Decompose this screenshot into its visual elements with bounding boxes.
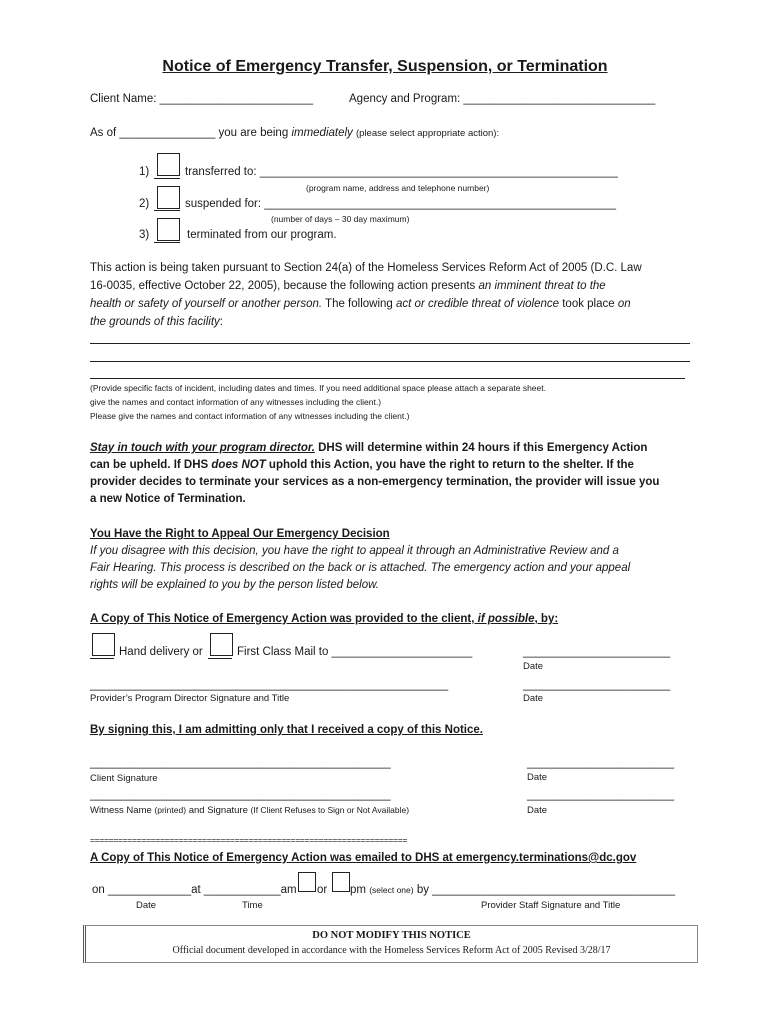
email-on-field[interactable]: on _____________at ____________am — [92, 884, 297, 896]
witness-signature-field[interactable]: _______________________________________________ — [90, 789, 391, 801]
appeal-line-2: Fair Hearing. This process is described on the back or is attached. The emergency action and your appeal — [90, 562, 631, 574]
first-class-field[interactable]: First Class Mail to ______________________ — [237, 646, 473, 658]
incident-note-3: Please give the names and contact information of any witnesses including the client.) — [90, 411, 410, 421]
terminate-checkbox[interactable] — [157, 218, 180, 241]
legal-italic: act or credible threat of violence — [396, 298, 560, 310]
witness-label — [90, 805, 409, 816]
witness-small: (printed) — [154, 805, 187, 815]
stay-emphasis: Stay in touch with your program director. — [90, 442, 315, 454]
suspend-checkbox[interactable] — [157, 186, 180, 209]
date-label-1: Date — [523, 661, 544, 672]
transfer-checkbox[interactable] — [157, 153, 180, 176]
legal-line-1: This action is being taken pursuant to Section 24(a) of the Homeless Services Reform Act of 2005 (D.C. Law — [90, 262, 642, 274]
transferred-to-field[interactable]: transferred to: ________________________________________________________ — [185, 166, 618, 178]
checkbox-underline — [208, 658, 232, 659]
copy-heading-text: , by: — [534, 613, 559, 625]
date-field-1[interactable]: _______________________ — [523, 646, 671, 658]
do-not-modify-text: DO NOT MODIFY THIS NOTICE — [312, 930, 471, 941]
witness-text: and Signature — [186, 805, 251, 816]
signing-heading: By signing this, I am admitting only that I received a copy of this Notice. — [90, 724, 483, 736]
stay-text: can be upheld. If DHS — [90, 459, 212, 471]
legal-italic: an imminent threat to the — [478, 280, 606, 292]
footer-notice-box — [83, 925, 698, 963]
copy-heading-text: A Copy of This Notice of Emergency Action was provided to the client, — [90, 613, 478, 625]
checkbox-underline — [154, 242, 180, 243]
hand-delivery-checkbox[interactable] — [92, 633, 115, 656]
legal-line-3 — [90, 298, 631, 310]
witness-text: Witness Name — [90, 805, 155, 816]
select-one-note: (select one) — [369, 885, 414, 895]
client-signature-field[interactable]: _______________________________________________ — [90, 757, 391, 769]
action-2-number: 2) — [139, 198, 150, 210]
incident-note-2: give the names and contact information of any witnesses including the client.) — [90, 397, 382, 407]
appeal-line-3: rights will be explained to you by the person listed below. — [90, 579, 379, 591]
client-date-field[interactable]: _______________________ — [527, 757, 675, 769]
checkbox-underline — [90, 658, 114, 659]
client-signature-label: Client Signature — [90, 773, 158, 784]
date-label-2: Date — [523, 693, 544, 704]
legal-italic: the grounds of this facility — [90, 316, 220, 328]
action-1-number: 1) — [139, 166, 150, 178]
stay-line-4: a new Notice of Termination. — [90, 493, 246, 505]
provider-signature-label: Provider’s Program Director Signature and Title — [90, 693, 290, 704]
checkbox-underline — [154, 210, 180, 211]
date-field-2[interactable]: _______________________ — [523, 679, 671, 691]
checkbox-underline — [154, 178, 180, 179]
transfer-sub-note: (program name, address and telephone number) — [306, 183, 490, 193]
as-of-line — [90, 127, 499, 139]
agency-program-field[interactable]: Agency and Program: ______________________________ — [349, 93, 656, 105]
suspend-sub-note: (number of days – 30 day maximum) — [271, 214, 410, 224]
client-date-label: Date — [527, 772, 548, 783]
appeal-heading: You Have the Right to Appeal Our Emergency Decision — [90, 528, 390, 540]
pm-text: pm — [350, 884, 366, 896]
legal-text: The following — [322, 298, 397, 310]
legal-line-4 — [90, 316, 223, 328]
email-by-field[interactable]: by ______________________________________ — [416, 884, 676, 896]
legal-italic: on — [617, 298, 631, 310]
incident-line-1[interactable] — [90, 343, 690, 344]
copy-heading — [90, 613, 558, 625]
email-heading: A Copy of This Notice of Emergency Action was emailed to DHS at emergency.terminations@dc.gov — [90, 852, 637, 864]
action-3-number: 3) — [139, 229, 150, 241]
immediately-text: immediately — [291, 127, 353, 139]
incident-line-2[interactable] — [90, 361, 690, 362]
page-title: Notice of Emergency Transfer, Suspension, or Termination — [162, 58, 608, 75]
pm-checkbox[interactable] — [332, 872, 350, 892]
as-of-prefix[interactable]: As of _______________ you are being — [90, 127, 289, 139]
hand-delivery-label: Hand delivery or — [119, 646, 203, 658]
appeal-line-1: If you disagree with this decision, you have the right to appeal it through an Administrative Review and a — [90, 545, 619, 557]
witness-small: (If Client Refuses to Sign or Not Available) — [250, 805, 410, 815]
stay-line-1 — [90, 442, 647, 454]
terminated-label: terminated from our program. — [187, 229, 337, 241]
stay-line-2 — [90, 459, 634, 471]
incident-line-3[interactable] — [90, 378, 685, 379]
witness-date-field[interactable]: _______________________ — [527, 789, 675, 801]
select-note: (please select appropriate action): — [356, 128, 500, 139]
stay-emphasis: does NOT — [211, 459, 266, 471]
client-name-field[interactable]: Client Name: ________________________ — [90, 93, 314, 105]
pm-label — [350, 884, 675, 896]
am-checkbox[interactable] — [298, 872, 316, 892]
first-class-checkbox[interactable] — [210, 633, 233, 656]
legal-line-2 — [90, 280, 606, 292]
or-label: or — [317, 884, 328, 896]
suspended-for-field[interactable]: suspended for: _______________________________________________________ — [185, 198, 617, 210]
stay-line-3: provider decides to terminate your services as a non-emergency termination, the provider will issue you — [90, 476, 660, 488]
witness-date-label: Date — [527, 805, 548, 816]
email-time-label: Time — [242, 900, 263, 911]
provider-staff-label: Provider Staff Signature and Title — [481, 900, 621, 911]
copy-heading-italic: if possible — [477, 613, 535, 625]
director-signature-field[interactable]: ________________________________________________________ — [90, 679, 449, 691]
stay-text: DHS will determine within 24 hours if this Emergency Action — [314, 442, 648, 454]
incident-note-1: (Provide specific facts of incident, including dates and times. If you need additional space please attach a separate sheet. — [90, 383, 546, 393]
official-document-text: Official document developed in accordance with the Homeless Services Reform Act of 2005 Revised 3/28/17 — [172, 945, 611, 956]
legal-italic: health or safety of yourself or another person. — [90, 298, 323, 310]
legal-text: took place — [559, 298, 618, 310]
legal-text: 16-0035, effective October 22, 2005), because the following action presents — [90, 280, 479, 292]
separator: ==================================================================== — [90, 835, 408, 845]
legal-text: : — [219, 316, 223, 328]
email-date-label: Date — [136, 900, 157, 911]
stay-text: uphold this Action, you have the right to return to the shelter. If the — [265, 459, 634, 471]
